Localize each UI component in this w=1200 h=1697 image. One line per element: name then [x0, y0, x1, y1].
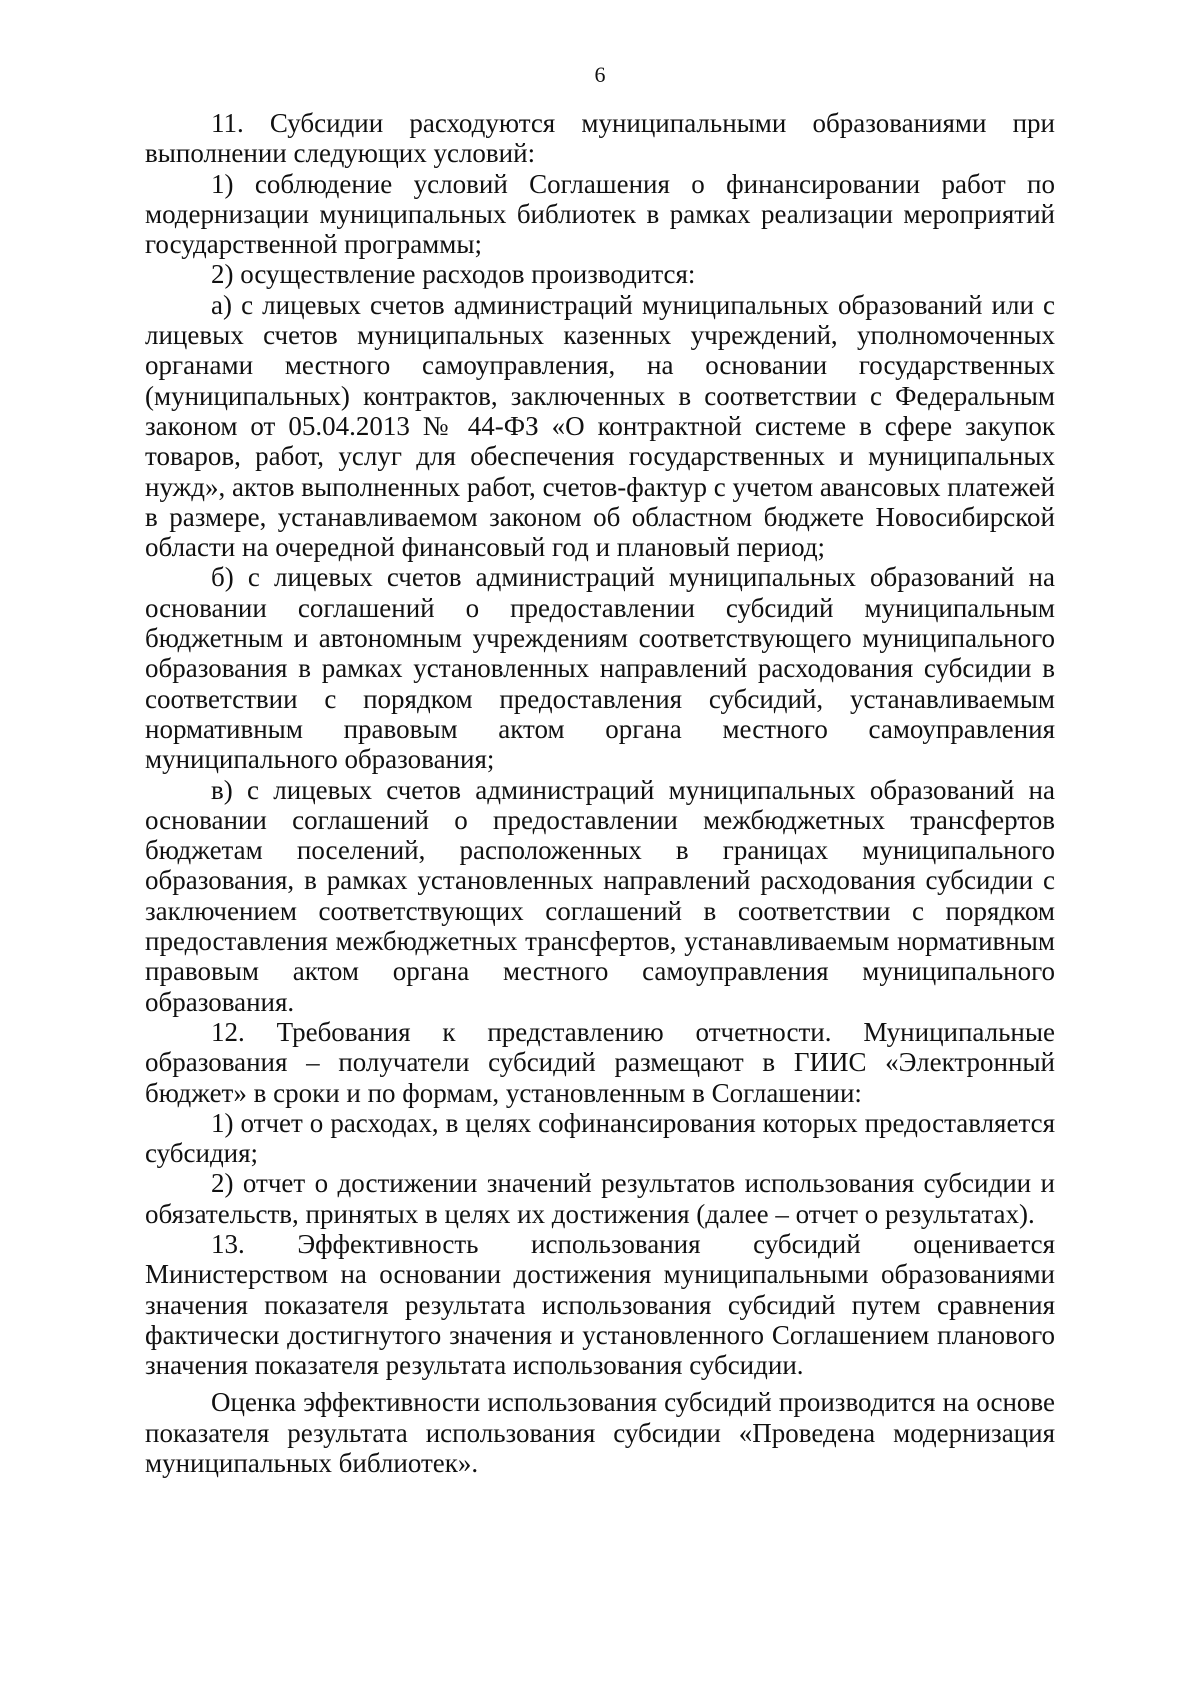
- paragraph-evaluation: Оценка эффективности использования субсидий производится на основе показателя результата использования субсидии «Проведена модернизация муниципальных библиотек».: [145, 1387, 1055, 1479]
- paragraph-11-condition-2: 2) осуществление расходов производится:: [211, 259, 696, 290]
- paragraph-12-report-2: 2) отчет о достижении значений результатов использования субсидии и обязательств, принятых в целях их достижения (далее – отчет о результатах).: [145, 1168, 1055, 1229]
- paragraph-13: 13. Эффективность использования субсидий оценивается Министерством на основании достижения муниципальными образованиями значения показателя результата использования субсидий путем сравнения фактически достигнутого значения и установленного Соглашением планового значения показателя результата использования субсидии.: [145, 1228, 1055, 1381]
- paragraph-11-item-b: б) с лицевых счетов администраций муниципальных образований на основании соглашений о предоставлении субсидий муниципальным бюджетным и автономным учреждениям соответствующего муниципального образования в рамках установленных направлений расходования субсидии в соответствии с порядком предоставления субсидий, устанавливаемым нормативным правовым актом органа местного самоуправления муниципального образования;: [145, 562, 1055, 775]
- page-number: 6: [594, 62, 606, 87]
- paragraph-12-report-1: 1) отчет о расходах, в целях софинансирования которых предоставляется субсидия;: [145, 1107, 1055, 1169]
- paragraph-11-condition-1: 1) соблюдение условий Соглашения о финансировании работ по модернизации муниципальных библиотек в рамках реализации мероприятий государственной программы;: [145, 168, 1055, 260]
- paragraph-12: 12. Требования к представлению отчетности. Муниципальные образования – получатели субсидий размещают в ГИИС «Электронный бюджет» в сроки и по формам, установленным в Соглашении:: [145, 1016, 1055, 1108]
- document-body: [145, 108, 1055, 1478]
- paragraph-11-item-v: в) с лицевых счетов администраций муниципальных образований на основании соглашений о предоставлении межбюджетных трансфертов бюджетам поселений, расположенных в границах муниципального образования, в рамках установленных направлений расходования субсидии с заключением соответствующих соглашений в соответствии с порядком предоставления межбюджетных трансфертов, устанавливаемым нормативным правовым актом органа местного самоуправления муниципального образования.: [145, 774, 1055, 1017]
- paragraph-11-item-a: а) с лицевых счетов администраций муниципальных образований или с лицевых счетов муниципальных казенных учреждений, уполномоченных органами местного самоуправления, на основании государственных (муниципальных) контрактов, заключенных в соответствии с Федеральным законом от 05.04.2013 № 44-ФЗ «О контрактной системе в сфере закупок товаров, работ, услуг для обеспечения государственных и муниципальных нужд», актов выполненных работ, счетов-фактур с учетом авансовых платежей в размере, устанавливаемом законом об областном бюджете Новосибирской области на очередной финансовый год и плановый период;: [145, 289, 1055, 563]
- paragraph-11: 11. Субсидии расходуются муниципальными образованиями при выполнении следующих условий:: [145, 108, 1055, 169]
